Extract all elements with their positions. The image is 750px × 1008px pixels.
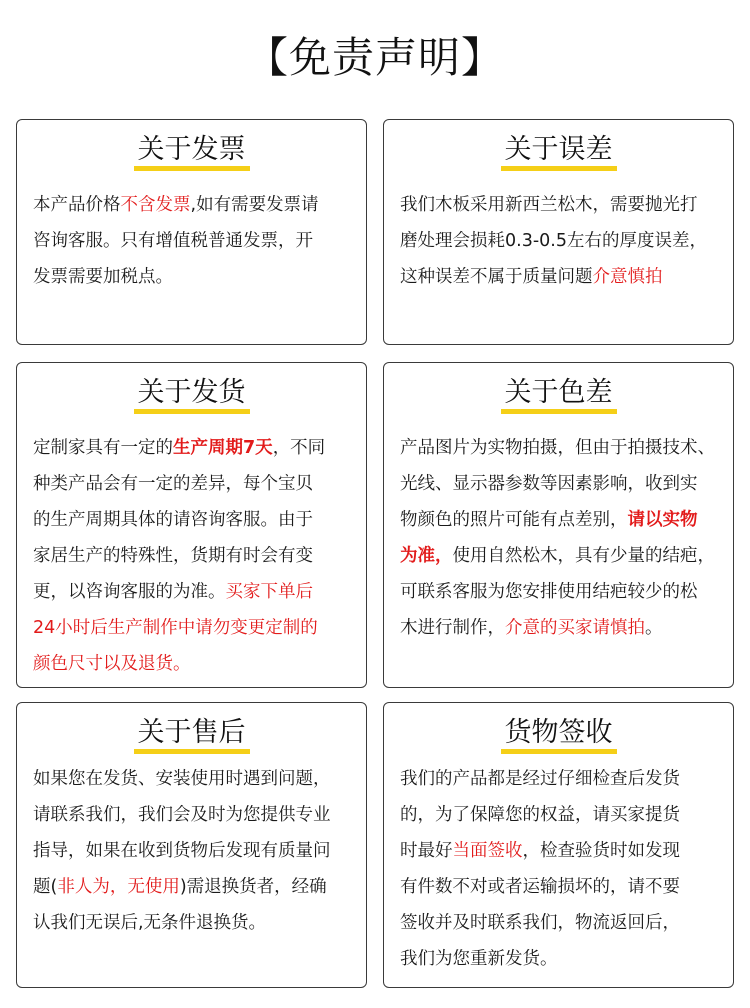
body-line bbox=[400, 538, 719, 574]
body-line bbox=[400, 761, 719, 797]
body-text: 签收并及时联系我们，物流返回后， bbox=[400, 913, 680, 933]
card-body bbox=[400, 430, 719, 646]
highlighted-text: 生产周期7天 bbox=[173, 438, 273, 458]
body-line bbox=[400, 797, 719, 833]
body-text: 请联系我们，我们会及时为您提供专业 bbox=[33, 805, 331, 825]
body-text: 我们为您重新发货。 bbox=[400, 949, 558, 969]
highlighted-text: 介意的买家请慎拍 bbox=[505, 618, 645, 638]
body-text: 咨询客服。只有增值税普通发票，开 bbox=[33, 231, 313, 251]
card-body bbox=[33, 187, 352, 295]
highlighted-text: 介意慎拍 bbox=[592, 267, 663, 287]
card-title-text: 关于误差 bbox=[504, 134, 613, 165]
body-text: 我们木板采用新西兰松木，需要抛光打 bbox=[400, 195, 698, 215]
body-line bbox=[33, 761, 352, 797]
body-line bbox=[33, 502, 352, 538]
card-title-text: 关于发票 bbox=[137, 134, 246, 165]
body-line bbox=[400, 610, 719, 646]
body-text: 可联系客服为您安排使用结疤较少的松 bbox=[400, 582, 698, 602]
body-text: 本产品价格 bbox=[33, 195, 121, 215]
body-line bbox=[400, 223, 719, 259]
body-line bbox=[33, 430, 352, 466]
body-text: 。 bbox=[645, 618, 663, 638]
body-line bbox=[400, 502, 719, 538]
body-text: 时最好 bbox=[400, 841, 453, 861]
highlighted-text: 不含发票 bbox=[120, 195, 191, 215]
body-text: 木进行制作， bbox=[400, 618, 505, 638]
body-line bbox=[400, 905, 719, 941]
body-line bbox=[400, 941, 719, 977]
highlighted-text: 24小时后生产制作中请勿变更定制的 bbox=[33, 618, 318, 638]
body-text: 这种误差不属于质量问题 bbox=[400, 267, 593, 287]
body-text: 发票需要加税点。 bbox=[33, 267, 173, 287]
title-underline-highlight bbox=[501, 409, 617, 414]
body-text: 我们的产品都是经过仔细检查后发货 bbox=[400, 769, 680, 789]
body-line bbox=[33, 187, 352, 223]
body-text: 磨处理会损耗0.3-0.5左右的厚度误差， bbox=[400, 231, 707, 251]
body-text: 物颜色的照片可能有点差别， bbox=[400, 510, 628, 530]
body-line bbox=[400, 259, 719, 295]
body-text: ，检查验货时如发现 bbox=[522, 841, 680, 861]
card-color-difference bbox=[383, 362, 734, 688]
body-text: 家居生产的特殊性，货期有时会有变 bbox=[33, 546, 313, 566]
card-title-text: 关于售后 bbox=[137, 717, 246, 748]
card-title-text: 货物签收 bbox=[504, 717, 613, 748]
body-text: 的，为了保障您的权益，请买家提货 bbox=[400, 805, 680, 825]
title-underline-highlight bbox=[134, 409, 250, 414]
body-line bbox=[400, 869, 719, 905]
card-tolerance bbox=[383, 119, 734, 345]
body-text: 更，以咨询客服的为准。 bbox=[33, 582, 226, 602]
card-after-sales bbox=[16, 702, 367, 988]
body-text: 有件数不对或者运输损坏的，请不要 bbox=[400, 877, 680, 897]
card-title bbox=[136, 375, 248, 411]
body-line bbox=[33, 610, 352, 646]
body-text: 认我们无误后,无条件退换货。 bbox=[33, 913, 267, 933]
body-line bbox=[400, 430, 719, 466]
card-body bbox=[400, 187, 719, 295]
card-title bbox=[503, 375, 615, 411]
body-line bbox=[33, 797, 352, 833]
body-line bbox=[400, 187, 719, 223]
card-delivery-receipt bbox=[383, 702, 734, 988]
body-text: ，不同 bbox=[272, 438, 326, 458]
highlighted-text: 当面签收 bbox=[452, 841, 523, 861]
body-text: 光线、显示器参数等因素影响，收到实 bbox=[400, 474, 698, 494]
card-title-text: 关于发货 bbox=[137, 377, 246, 408]
body-text: ,如有需要发票请 bbox=[190, 195, 319, 215]
body-line bbox=[33, 538, 352, 574]
body-text: 的生产周期具体的请咨询客服。由于 bbox=[33, 510, 313, 530]
card-title bbox=[136, 715, 248, 751]
body-line bbox=[33, 223, 352, 259]
body-line bbox=[400, 833, 719, 869]
highlighted-text: 颜色尺寸以及退货。 bbox=[33, 654, 191, 674]
body-line bbox=[33, 833, 352, 869]
card-body bbox=[33, 430, 352, 682]
body-line bbox=[400, 574, 719, 610]
card-title bbox=[503, 715, 615, 751]
body-text: )需退换货者，经确 bbox=[179, 877, 327, 897]
body-text: 如果您在发货、安装使用时遇到问题， bbox=[33, 769, 331, 789]
highlighted-text: 为准， bbox=[400, 546, 453, 566]
body-line bbox=[33, 646, 352, 682]
body-line bbox=[33, 466, 352, 502]
highlighted-text: 请以实物 bbox=[627, 510, 698, 530]
body-line bbox=[33, 574, 352, 610]
page-title: 【免责声明】 bbox=[245, 33, 504, 82]
highlighted-text: 非人为，无使用 bbox=[57, 877, 180, 897]
body-text: 种类产品会有一定的差异，每个宝贝 bbox=[33, 474, 313, 494]
body-text: 题( bbox=[33, 877, 58, 897]
card-body bbox=[33, 761, 352, 941]
card-shipping bbox=[16, 362, 367, 688]
body-line bbox=[400, 466, 719, 502]
card-invoice bbox=[16, 119, 367, 345]
body-line bbox=[33, 905, 352, 941]
body-text: 指导，如果在收到货物后发现有质量问 bbox=[33, 841, 331, 861]
body-line bbox=[33, 259, 352, 295]
card-body bbox=[400, 761, 719, 977]
card-title-text: 关于色差 bbox=[504, 377, 613, 408]
body-text: 使用自然松木，具有少量的结疤， bbox=[452, 546, 715, 566]
title-underline-highlight bbox=[501, 166, 617, 171]
title-underline-highlight bbox=[134, 166, 250, 171]
card-title bbox=[503, 132, 615, 168]
title-underline-highlight bbox=[134, 749, 250, 754]
card-title bbox=[136, 132, 248, 168]
highlighted-text: 买家下单后 bbox=[225, 582, 313, 602]
body-text: 定制家具有一定的 bbox=[33, 438, 173, 458]
title-underline-highlight bbox=[501, 749, 617, 754]
body-text: 产品图片为实物拍摄，但由于拍摄技术、 bbox=[400, 438, 715, 458]
body-line bbox=[33, 869, 352, 905]
